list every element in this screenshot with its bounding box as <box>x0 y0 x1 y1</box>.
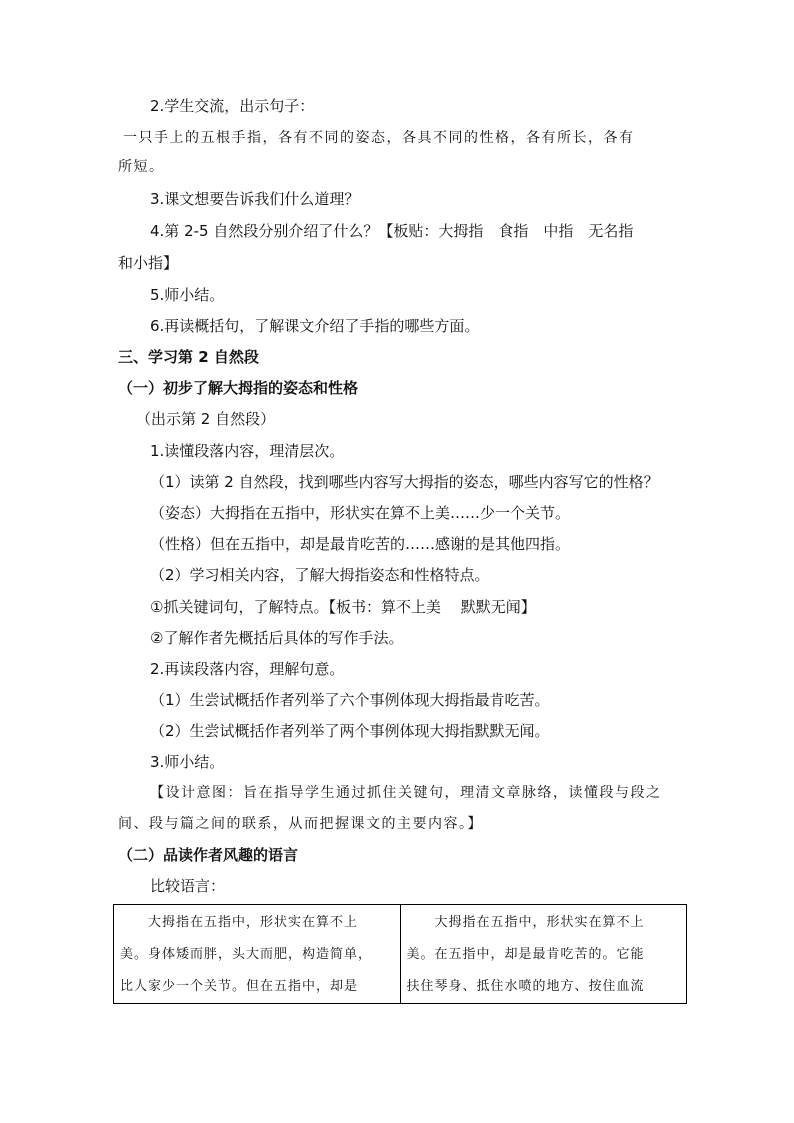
step-2-exchange: 2.学生交流，出示句子： <box>150 97 315 115</box>
quoted-sentence-line-2: 所短。 <box>118 159 165 175</box>
step-4-question: 4.第 2-5 自然段分别介绍了什么？【板贴：大拇指 食指 中指 无名指 <box>150 222 634 240</box>
show-paragraph-note: （出示第 2 自然段） <box>136 410 276 428</box>
section-heading-3: 三、学习第 2 自然段 <box>118 348 259 366</box>
subsection-heading-2: （二）品读作者风趣的语言 <box>118 846 299 864</box>
design-intent-line-2: 间、段与篇之间的联系，从而把握课文的主要内容。】 <box>118 816 483 832</box>
step-1-read: 1.读懂段落内容，理清层次。 <box>150 442 345 460</box>
character-text: （性格）但在五指中，却是最肯吃苦的……感谢的是其他四指。 <box>150 535 571 553</box>
key-words-step: ①抓关键词句，了解特点。【板书：算不上美 默默无闻】 <box>150 598 536 616</box>
cell-line: 大拇指在五指中，形状实在算不上 <box>148 915 359 930</box>
cell-line: 美。身体矮而胖，头大而肥，构造简单， <box>120 947 373 962</box>
cell-line: 美。在五指中，却是最肯吃苦的。它能 <box>406 947 645 962</box>
revised-text-cell <box>400 905 687 1004</box>
step-3-question: 3.课文想要告诉我们什么道理？ <box>150 190 360 208</box>
step-3-teacher-summary: 3.师小结。 <box>150 753 225 771</box>
step-4-continuation: 和小指】 <box>118 254 179 272</box>
summary-two-examples: （2）生尝试概括作者列举了两个事例体现大拇指默默无闻。 <box>150 722 550 740</box>
substep-1: （1）读第 2 自然段，找到哪些内容写大拇指的姿态，哪些内容写它的性格？ <box>150 473 659 491</box>
comparison-table <box>113 904 687 1004</box>
design-intent-line-1: 【设计意图：旨在指导学生通过抓住关键句，理清文章脉络，读懂段与段之 <box>150 785 662 801</box>
substep-2: （2）学习相关内容，了解大拇指姿态和性格特点。 <box>150 566 490 584</box>
writing-method-step: ②了解作者先概括后具体的写作手法。 <box>150 629 404 647</box>
cell-line: 比人家少一个关节。但在五指中，却是 <box>120 979 359 994</box>
cell-line: 扶住琴身、抵住水喷的地方、按住血流 <box>406 979 645 994</box>
cell-line: 大拇指在五指中，形状实在算不上 <box>434 915 645 930</box>
quoted-sentence-line-1: 一只手上的五根手指，各有不同的姿态，各具不同的性格，各有所长，各有 <box>123 130 635 146</box>
subsection-heading-1: （一）初步了解大拇指的姿态和性格 <box>118 379 359 397</box>
compare-language-label: 比较语言： <box>150 877 226 895</box>
step-2-reread: 2.再读段落内容，理解句意。 <box>150 660 345 678</box>
step-5-summary: 5.师小结。 <box>150 286 225 304</box>
summary-six-examples: （1）生尝试概括作者列举了六个事例体现大拇指最肯吃苦。 <box>150 691 550 709</box>
posture-text: （姿态）大拇指在五指中，形状实在算不上美……少一个关节。 <box>150 504 571 522</box>
table-row <box>114 905 687 1004</box>
original-text-cell <box>114 905 401 1004</box>
step-6-reread: 6.再读概括句，了解课文介绍了手指的哪些方面。 <box>150 317 480 335</box>
